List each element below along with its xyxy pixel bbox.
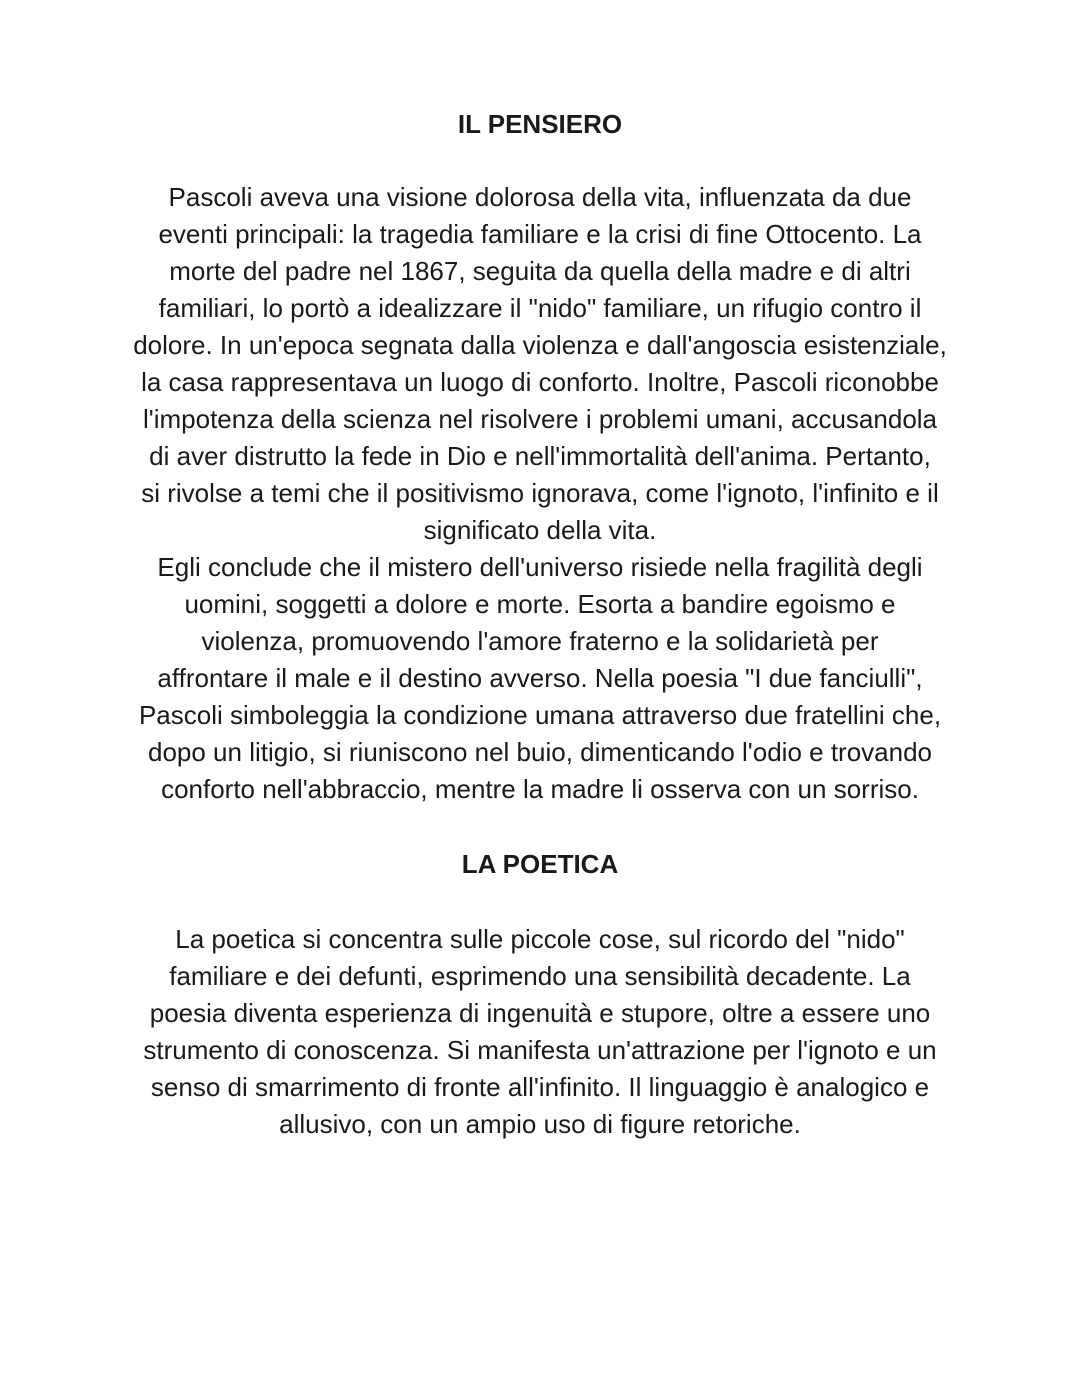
text-line: Egli conclude che il mistero dell'universo risiede nella fragilità degli [157,552,923,582]
section-heading-la-poetica: LA POETICA [461,849,619,879]
text-line: dopo un litigio, si riuniscono nel buio, dimenticando l'odio e trovando [147,737,933,767]
text-line: senso di smarrimento di fronte all'infinito. Il linguaggio è analogico e [150,1072,930,1102]
text-line: allusivo, con un ampio uso di figure retoriche. [279,1109,801,1139]
text-line: La poetica si concentra sulle piccole cose, sul ricordo del "nido" [175,924,905,954]
text-line: affrontare il male e il destino avverso. Nella poesia "I due fanciulli", [157,663,923,693]
text-line: strumento di conoscenza. Si manifesta un'attrazione per l'ignoto e un [143,1035,937,1065]
section-body-il-pensiero [0,179,1080,808]
text-line: familiari, lo portò a idealizzare il "nido" familiare, un rifugio contro il [158,293,922,323]
text-line: Pascoli aveva una visione dolorosa della vita, influenzata da due [168,182,912,212]
text-line: familiare e dei defunti, esprimendo una sensibilità decadente. La [169,961,911,991]
text-line: significato della vita. [423,515,657,545]
text-line: uomini, soggetti a dolore e morte. Esorta a bandire egoismo e [184,589,896,619]
section-body-la-poetica [0,921,1080,1143]
text-line: eventi principali: la tragedia familiare e la crisi di fine Ottocento. La [158,219,922,249]
section-heading-il-pensiero: IL PENSIERO [457,109,623,139]
text-line: si rivolse a temi che il positivismo ignorava, come l'ignoto, l'infinito e il [141,478,939,508]
text-line: conforto nell'abbraccio, mentre la madre li osserva con un sorriso. [161,774,919,804]
text-line: dolore. In un'epoca segnata dalla violenza e dall'angoscia esistenziale, [133,330,947,360]
text-line: poesia diventa esperienza di ingenuità e stupore, oltre a essere uno [149,998,931,1028]
text-line: l'impotenza della scienza nel risolvere i problemi umani, accusandola [142,404,938,434]
text-line: Pascoli simboleggia la condizione umana attraverso due fratellini che, [138,700,942,730]
text-line: violenza, promuovendo l'amore fraterno e la solidarietà per [201,626,879,656]
text-line: di aver distrutto la fede in Dio e nell'immortalità dell'anima. Pertanto, [149,441,931,471]
text-line: morte del padre nel 1867, seguita da quella della madre e di altri [169,256,911,286]
text-line: la casa rappresentava un luogo di conforto. Inoltre, Pascoli riconobbe [141,367,939,397]
